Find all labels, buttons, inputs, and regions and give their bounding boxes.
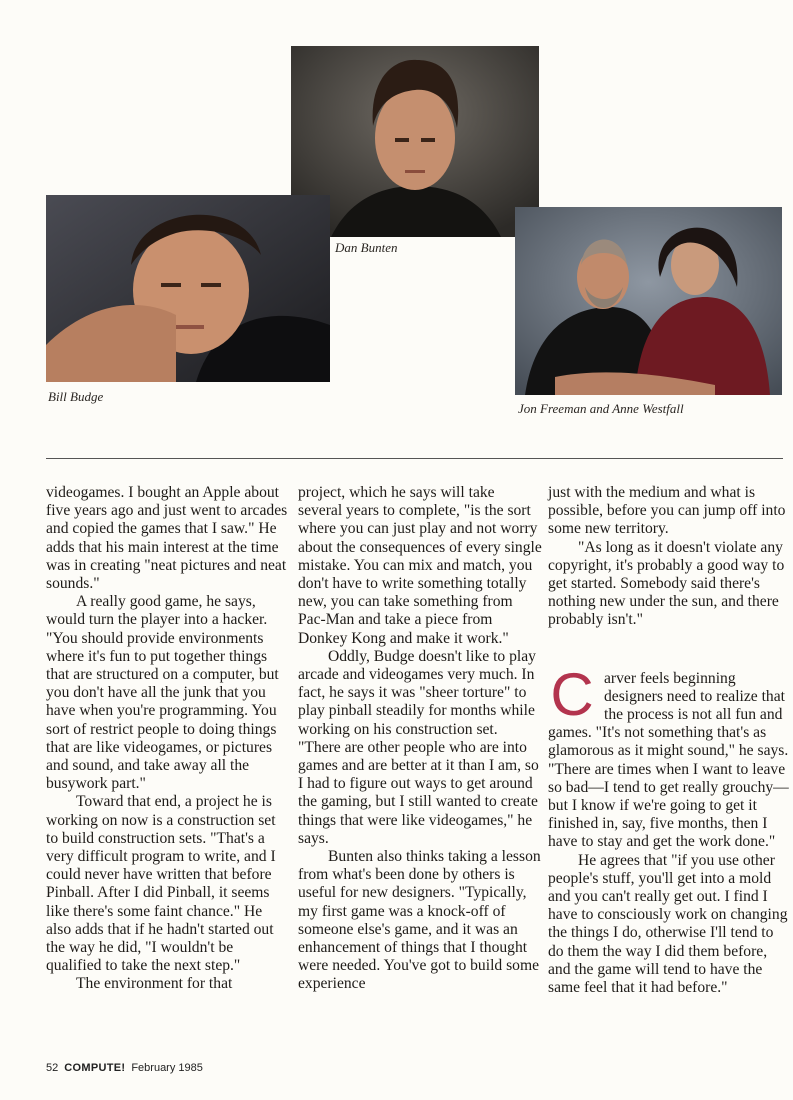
paragraph: videogames. I bought an Apple about five years ago and just went to arcades and copied the games that I saw." He adds that his main interest at the time was in creating "neat pictures and neat sounds.": [46, 484, 288, 593]
dropcap-letter: C: [550, 669, 594, 722]
paragraph: just with the medium and what is possible, before you can jump off into some new territory.: [548, 484, 786, 538]
magazine-name: COMPUTE!: [64, 1062, 126, 1074]
article-column-3: [548, 484, 792, 997]
caption-bill-budge: Bill Budge: [48, 389, 104, 404]
paragraph: "As long as it doesn't violate any copyright, it's probably a good way to get started. Somebody said there's nothing new under the sun, and there probably isn't.": [548, 538, 785, 629]
paragraph: Toward that end, a project he is working on now is a construction set to build construction sets. "That's a very difficult program to write, and I could never have written that before Pinball. After I did Pinball, it seems like there's some faint chance." He also adds that if he hadn't started out the way he did, "I wouldn't be qualified to take the next step.": [46, 793, 276, 975]
article-column-1: [46, 484, 290, 994]
page-number: 52: [46, 1062, 59, 1074]
paragraph: A really good game, he says, would turn the player into a hacker. "You should provide environments where it's fun to put together things that are structured on a computer, but you don't have all the junk that you have when you're programming. You sort of restrict people to doing things that are like videogames, or pictures and sound, and take away all the busywork part.": [46, 593, 279, 793]
paragraph: He agrees that "if you use other people's stuff, you'll get into a mold and you can't really get out. I find I have to consciously work on changing the things I do, otherwise I'll tend to do them the way I did them before, and the game will tend to have the same feel that it had before.": [548, 851, 788, 997]
caption-dan-bunten: Dan Bunten: [335, 240, 398, 255]
paragraph: The environment for that: [76, 975, 233, 993]
page-footer: [46, 1062, 203, 1074]
paragraph: project, which he says will take several years to complete, "is the sort where you can just play and not worry about the consequences of every single mistake. You can mix and match, you don't have to write something totally new, you can take something from Pac-Man and take a piece from Donkey Kong and make it work.": [298, 484, 542, 647]
section-divider: [46, 458, 783, 459]
paragraph-text: arver feels beginning designers need to realize that the process is not all fun and games. "It's not something that's as glamorous as it might sound," he says. "There are times when I want to leave so bad—I tend to get really grouchy—but I know if we're going to get it finished in, say, five months, then I have to stay and get the work done.": [548, 669, 789, 851]
issue-date: February 1985: [131, 1062, 203, 1074]
paragraph: Bunten also thinks taking a lesson from what's been done by others is useful for new designers. "Typically, my first game was a knock-off of someone else's game, and it was an enhancement of things that I thought were needed. You've got to build some experience: [298, 848, 541, 993]
photo-bill-budge: [46, 195, 330, 382]
caption-jon-freeman-anne-westfall: Jon Freeman and Anne Westfall: [518, 401, 684, 416]
article-column-2: [298, 484, 542, 994]
paragraph: Oddly, Budge doesn't like to play arcade and videogames very much. In fact, he says it was "sheer torture" to play pinball steadily for months while working on his construction set. "There are other people who are into games and are better at it than I am, so I had to figure out ways to get around the gaming, but I still wanted to create things that were like videogames," he says.: [298, 647, 539, 847]
dropcap: [546, 670, 598, 722]
paragraph-with-dropcap: [548, 670, 792, 852]
photo-jon-freeman-anne-westfall: [515, 207, 782, 395]
